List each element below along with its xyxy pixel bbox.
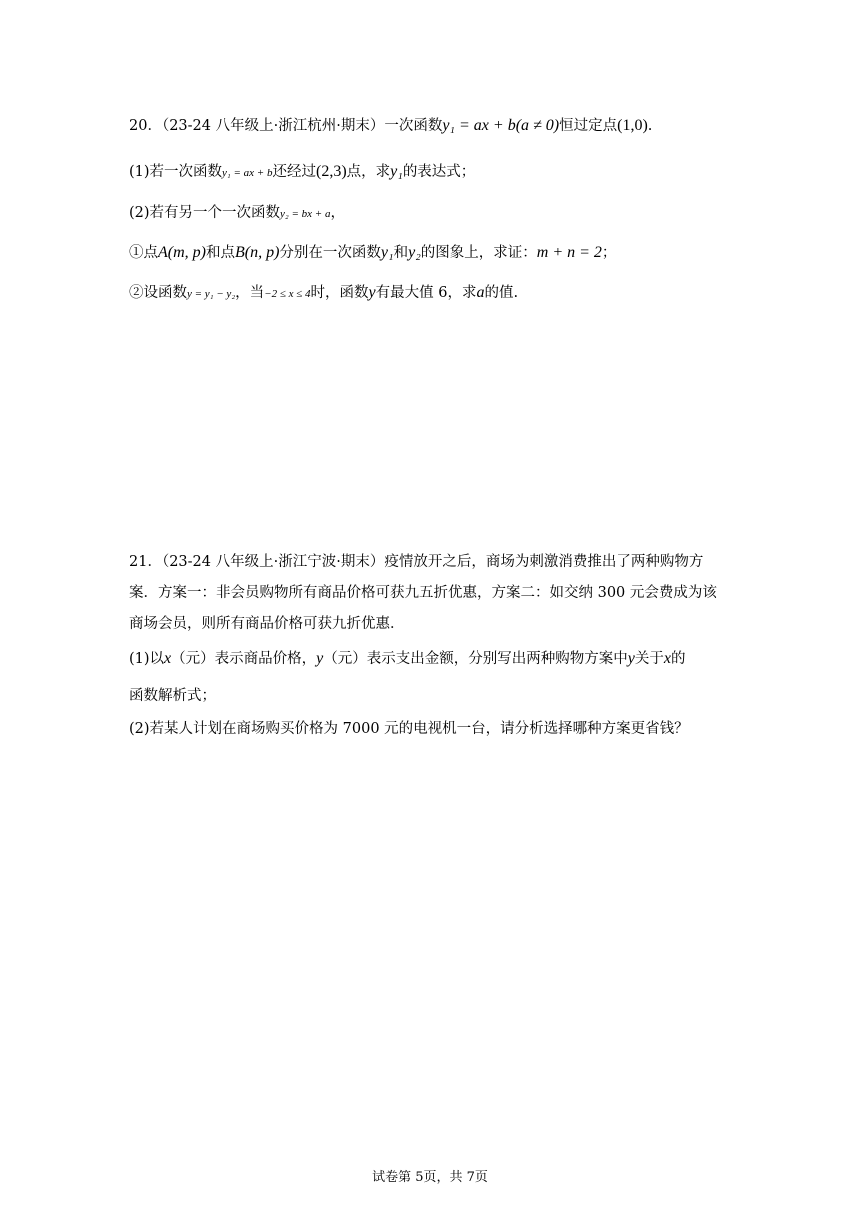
- q20-s2-range: −2 ≤ x ≤ 4: [264, 288, 311, 300]
- q21-p1-y: y: [316, 650, 324, 667]
- q20-s2-function: y = y₁ − y₂: [187, 288, 236, 300]
- q20-part2: [129, 203, 345, 224]
- q20-s2-text-d: 有最大值 6，求: [375, 285, 477, 301]
- q20-s1-text-a: ①点: [129, 245, 158, 261]
- q21-stem-line1: 21．（23-24 八年级上·浙江宁波·期末）疫情放开之后，商场为刺激消费推出了两种购物方: [129, 554, 704, 570]
- q20-p1-text-d: 的表达式；: [402, 164, 476, 180]
- q21-p1-x: x: [164, 650, 172, 667]
- q20-stem-mid: 恒过定点: [559, 118, 618, 134]
- q20-s2-a: a: [476, 284, 485, 301]
- q21-p1-text-c: （元）表示支出金额，分别写出两种购物方案中: [323, 651, 628, 667]
- q20-fixed-point: (1,0): [617, 117, 648, 134]
- q20-p1-text-b: 还经过: [272, 164, 316, 180]
- page-footer: 试卷第 5页，共 7页: [372, 1170, 488, 1185]
- q21-part1-line2: 函数解析式；: [129, 688, 216, 704]
- q20-point-A: A(m, p): [158, 244, 206, 261]
- q21-part1: [129, 649, 685, 669]
- q20-s1-y1: y₁: [380, 244, 394, 261]
- q21-stem-line3: 商场会员，则所有商品价格可获九折优惠．: [129, 616, 405, 632]
- q20-s1-text-c: 分别在一次函数: [279, 245, 381, 261]
- q20-function-formula: y₁ = ax + b(a ≠ 0): [442, 117, 560, 134]
- q20-p1-y: y₁: [390, 163, 403, 180]
- q20-s1-text-b: 和点: [205, 245, 235, 261]
- q20-p1-function: y₁ = ax + b: [222, 167, 273, 179]
- q20-s1-text-f: ；: [601, 245, 617, 261]
- q21-p1-text-a: (1)以: [129, 651, 165, 667]
- q20-p1-text-c: 点，求: [346, 164, 391, 180]
- q20-stem-end: .: [647, 118, 653, 134]
- q21-part2: (2)若某人计划在商场购买价格为 7000 元的电视机一台，请分析选择哪种方案更省钱？: [129, 721, 689, 737]
- q21-p1-text-e: 的: [670, 651, 686, 667]
- q20-stem: [129, 116, 652, 136]
- q20-p1-text-a: (1)若一次函数: [129, 164, 223, 180]
- q20-s2-text-e: 的值.: [484, 285, 519, 301]
- q20-s1-text-d: 和: [393, 245, 409, 261]
- q21-p1-x2: x: [663, 650, 671, 667]
- q21-p1-y2: y: [627, 650, 635, 667]
- q20-s2-text-a: ②设函数: [129, 285, 187, 301]
- q20-point-B: B(n, p): [234, 244, 280, 261]
- q21-p1-text-d: 关于: [634, 651, 664, 667]
- q20-p2-function: y₂ = bx + a: [280, 208, 331, 220]
- q20-part1: [129, 162, 475, 183]
- q20-s1-equation: m + n = 2: [536, 244, 602, 261]
- q21-p1-text-b: （元）表示商品价格，: [171, 651, 317, 667]
- q20-s2-y: y: [368, 284, 376, 301]
- q20-s2-text-b: ，当: [235, 285, 265, 301]
- q21-stem-line2: 案．方案一：非会员购物所有商品价格可获九五折优惠，方案二：如交纳 300 元会费成为该: [129, 585, 717, 601]
- q20-p1-point: (2,3): [315, 163, 347, 180]
- q20-sub2: [129, 283, 518, 304]
- q20-p2-text-a: (2)若有另一个一次函数: [129, 205, 281, 221]
- q20-stem-text: 20．（23-24 八年级上·浙江杭州·期末）一次函数: [129, 118, 443, 134]
- q20-s2-text-c: 时，函数: [310, 285, 369, 301]
- q20-s1-y2: y₂: [408, 244, 421, 261]
- q20-s1-text-e: 的图象上，求证：: [420, 245, 537, 261]
- q20-p2-text-b: ，: [330, 205, 345, 221]
- q20-sub1: [129, 243, 616, 263]
